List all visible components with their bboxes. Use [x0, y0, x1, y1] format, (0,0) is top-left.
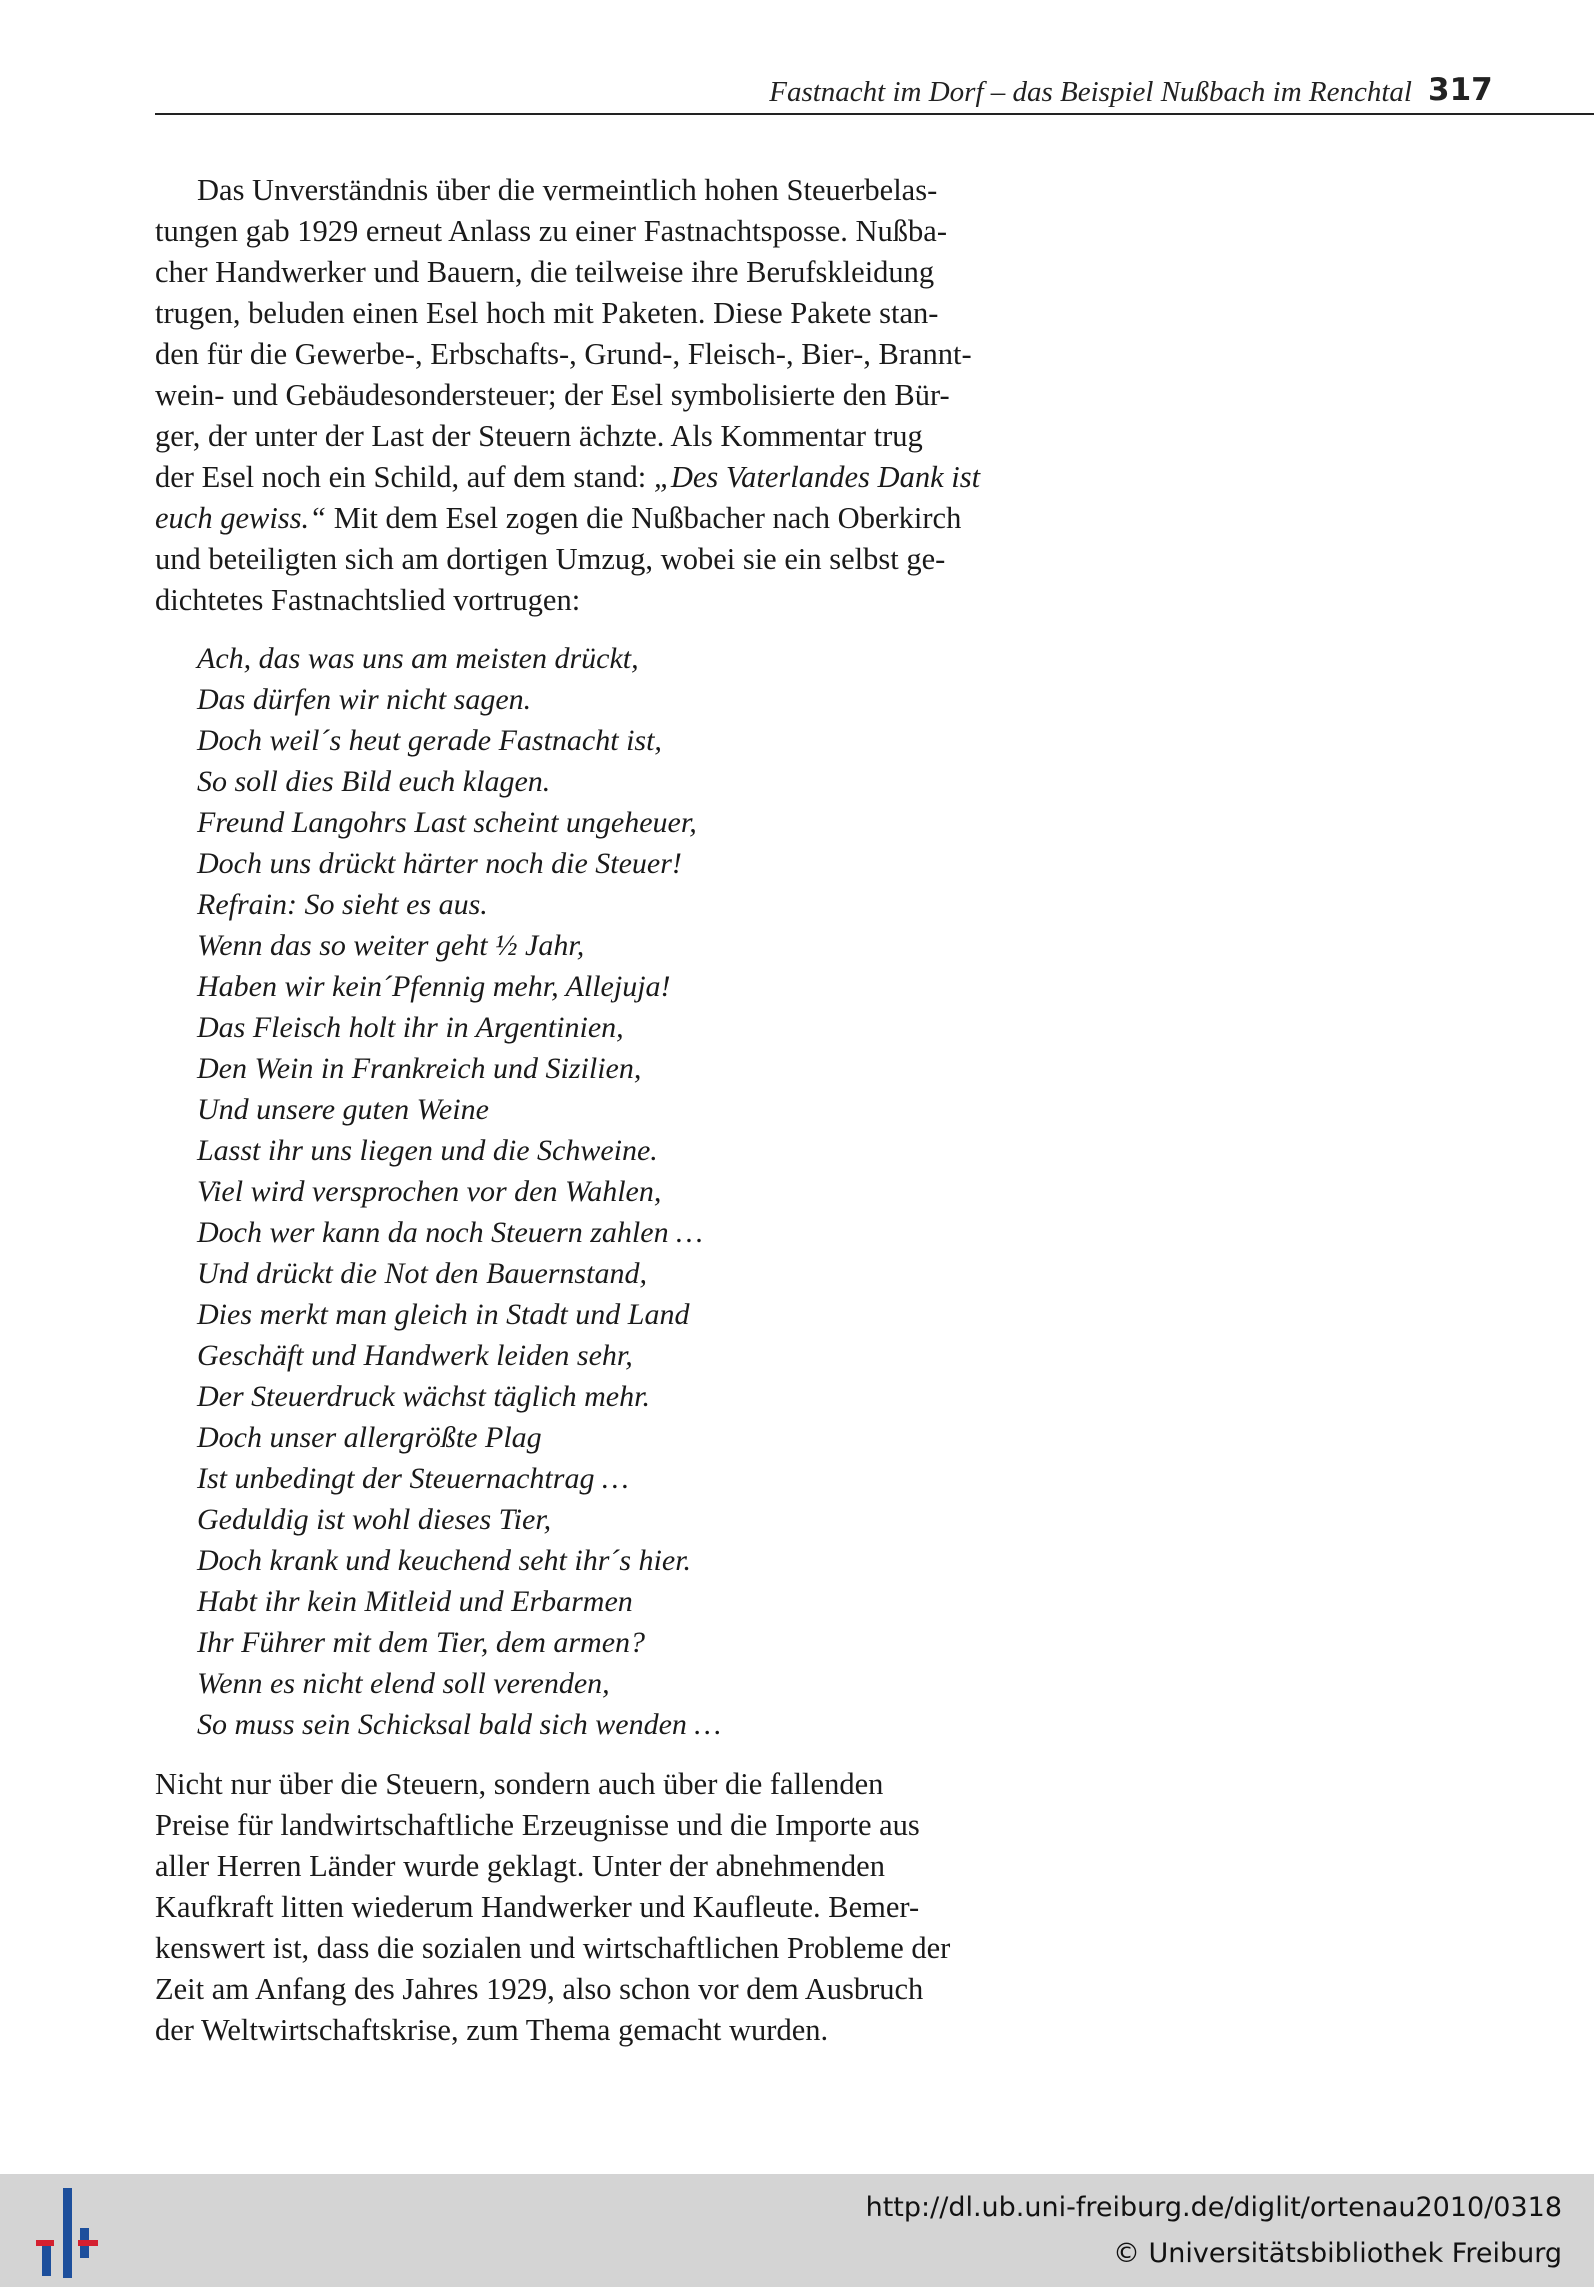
verse-line: So muss sein Schicksal bald sich wenden … — [197, 1708, 722, 1741]
paragraph-line: der Weltwirtschaftskrise, zum Thema gemacht wurden. — [155, 2013, 829, 2047]
paragraph-line: ger, der unter der Last der Steuern ächzte. Als Kommentar trug — [155, 419, 923, 453]
copyright-notice: © Universitätsbibliothek Freiburg — [1112, 2238, 1562, 2269]
quote-text: euch gewiss.“ — [155, 501, 327, 535]
verse-line: Den Wein in Frankreich und Sizilien, — [197, 1052, 642, 1085]
paragraph-line: aller Herren Länder wurde geklagt. Unter der abnehmenden — [155, 1849, 885, 1883]
ub-freiburg-logo-icon — [36, 2188, 100, 2278]
quote-text: „Des Vaterlandes Dank ist — [653, 460, 981, 494]
verse-line: Der Steuerdruck wächst täglich mehr. — [197, 1380, 650, 1413]
paragraph-line: Preise für landwirtschaftliche Erzeugnisse und die Importe aus — [155, 1808, 920, 1842]
paragraph-line: Zeit am Anfang des Jahres 1929, also schon vor dem Ausbruch — [155, 1972, 924, 2006]
verse-line: Doch unser allergrößte Plag — [197, 1421, 542, 1454]
verse-line: Doch weil´s heut gerade Fastnacht ist, — [197, 724, 662, 757]
verse-line: Refrain: So sieht es aus. — [197, 888, 488, 921]
verse-line: Haben wir kein´Pfennig mehr, Allejuja! — [197, 970, 671, 1003]
header-rule — [155, 113, 1594, 115]
verse-line: Habt ihr kein Mitleid und Erbarmen — [197, 1585, 633, 1618]
verse-line: Ist unbedingt der Steuernachtrag … — [197, 1462, 629, 1495]
verse-line: Freund Langohrs Last scheint ungeheuer, — [197, 806, 697, 839]
verse-line: Viel wird versprochen vor den Wahlen, — [197, 1175, 662, 1208]
paragraph-line: den für die Gewerbe-, Erbschafts-, Grund-, Fleisch-, Bier-, Brannt- — [155, 337, 972, 371]
verse-line: Ach, das was uns am meisten drückt, — [197, 642, 639, 675]
verse-line: So soll dies Bild euch klagen. — [197, 765, 551, 798]
verse-line: Wenn das so weiter geht ½ Jahr, — [197, 929, 585, 962]
paragraph-line: der Esel noch ein Schild, auf dem stand: „Des Vaterlandes Dank ist — [155, 460, 981, 494]
paragraph-1 — [155, 170, 1073, 621]
verse-line: Doch wer kann da noch Steuern zahlen … — [197, 1216, 703, 1249]
song-verse — [197, 638, 1077, 1745]
verse-line: Dies merkt man gleich in Stadt und Land — [197, 1298, 690, 1331]
footer-band — [0, 2174, 1594, 2287]
paragraph-line: und beteiligten sich am dortigen Umzug, wobei sie ein selbst ge- — [155, 542, 946, 576]
paragraph-line: Nicht nur über die Steuern, sondern auch über die fallenden — [155, 1767, 884, 1801]
verse-line: Doch krank und keuchend seht ihr´s hier. — [197, 1544, 692, 1577]
verse-line: Ihr Führer mit dem Tier, dem armen? — [197, 1626, 646, 1659]
paragraph-line: kenswert ist, dass die sozialen und wirtschaftlichen Probleme der — [155, 1931, 951, 1965]
verse-line: Das Fleisch holt ihr in Argentinien, — [197, 1011, 624, 1044]
verse-line: Geschäft und Handwerk leiden sehr, — [197, 1339, 633, 1372]
verse-line: Doch uns drückt härter noch die Steuer! — [197, 847, 682, 880]
paragraph-line: Das Unverständnis über die vermeintlich hohen Steuerbelas- — [197, 173, 938, 207]
permalink-url[interactable]: http://dl.ub.uni-freiburg.de/diglit/ortenau2010/0318 — [865, 2192, 1562, 2223]
paragraph-line: trugen, beluden einen Esel hoch mit Paketen. Diese Pakete stan- — [155, 296, 939, 330]
page-number: 317 — [1428, 72, 1493, 108]
paragraph-2 — [155, 1764, 1073, 2051]
paragraph-line: euch gewiss.“ Mit dem Esel zogen die Nußbacher nach Oberkirch — [155, 501, 962, 535]
running-title: Fastnacht im Dorf – das Beispiel Nußbach im Renchtal — [769, 76, 1412, 108]
verse-line: Wenn es nicht elend soll verenden, — [197, 1667, 610, 1700]
paragraph-line: wein- und Gebäudesondersteuer; der Esel symbolisierte den Bür- — [155, 378, 950, 412]
paragraph-line: Kaufkraft litten wiederum Handwerker und Kaufleute. Bemer- — [155, 1890, 920, 1924]
paragraph-line: dichtetes Fastnachtslied vortrugen: — [155, 583, 581, 617]
verse-line: Geduldig ist wohl dieses Tier, — [197, 1503, 552, 1536]
verse-line: Lasst ihr uns liegen und die Schweine. — [197, 1134, 658, 1167]
verse-line: Und unsere guten Weine — [197, 1093, 489, 1126]
verse-line: Das dürfen wir nicht sagen. — [197, 683, 532, 716]
paragraph-line: tungen gab 1929 erneut Anlass zu einer Fastnachtsposse. Nußba- — [155, 214, 947, 248]
paragraph-line: cher Handwerker und Bauern, die teilweise ihre Berufskleidung — [155, 255, 935, 289]
verse-line: Und drückt die Not den Bauernstand, — [197, 1257, 647, 1290]
page-header — [0, 0, 1594, 120]
